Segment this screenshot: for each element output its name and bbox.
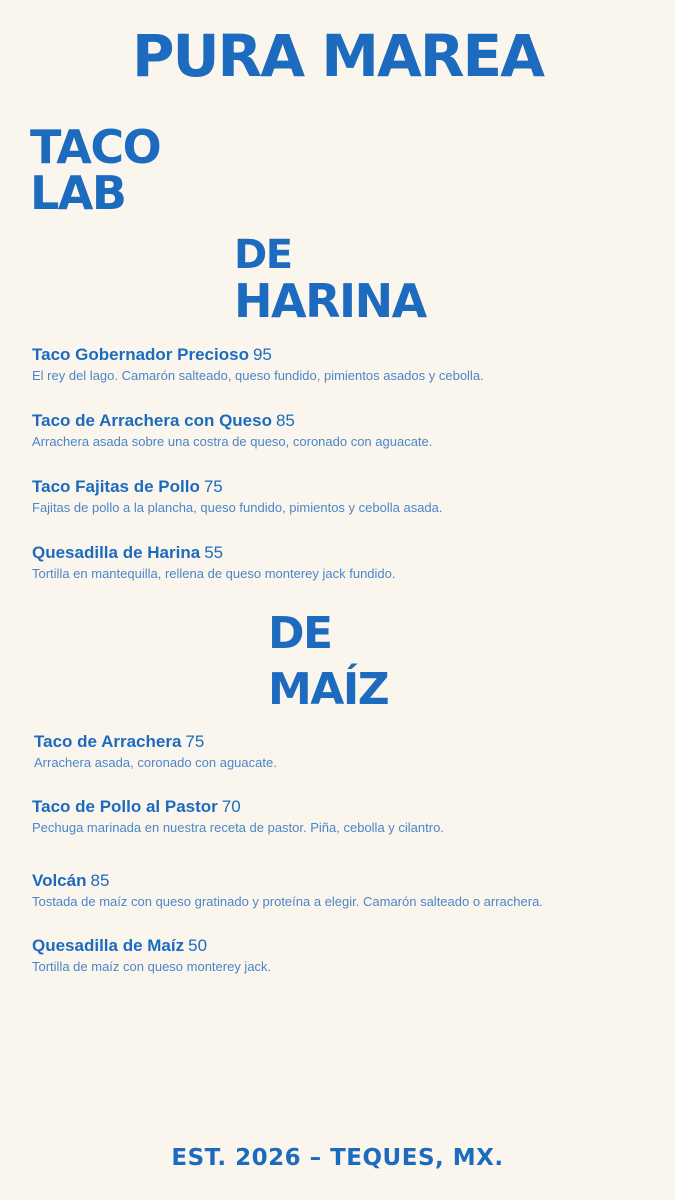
section-title-maiz <box>268 606 388 718</box>
menu-item <box>32 870 652 911</box>
item-description: El rey del lago. Camarón salteado, queso fundido, pimientos asados y cebolla. <box>32 368 484 383</box>
item-description: Pechuga marinada en nuestra receta de pastor. Piña, cebolla y cilantro. <box>32 820 444 835</box>
section-title-line: HARINA <box>234 274 426 328</box>
menu-item <box>32 542 652 583</box>
item-name: Quesadilla de Maíz <box>32 936 185 955</box>
item-name: Taco de Pollo al Pastor <box>32 797 218 816</box>
item-price: 85 <box>275 411 295 430</box>
section-title-taco-lab <box>30 120 161 220</box>
menu-item <box>32 476 652 517</box>
item-description: Fajitas de pollo a la plancha, queso fundido, pimientos y cebolla asada. <box>32 500 443 515</box>
menu-item <box>32 410 652 451</box>
menu-item <box>32 935 652 976</box>
section-title-line: TACO <box>30 120 161 174</box>
section-title-line: LAB <box>30 166 126 220</box>
section-title-harina <box>234 232 426 328</box>
item-description: Arrachera asada, coronado con aguacate. <box>34 755 277 770</box>
footer-tagline: EST. 2026 – TEQUES, MX. <box>171 1145 504 1171</box>
item-price: 50 <box>188 936 208 955</box>
item-name: Taco Fajitas de Pollo <box>32 477 200 496</box>
menu-item <box>34 731 654 772</box>
item-description: Arrachera asada sobre una costra de queso, coronado con aguacate. <box>32 434 433 449</box>
item-price: 75 <box>185 732 205 751</box>
section-title-line: DE <box>234 232 292 278</box>
item-description: Tortilla de maíz con queso monterey jack. <box>32 959 272 974</box>
item-price: 70 <box>221 797 241 816</box>
item-price: 95 <box>252 345 272 364</box>
item-price: 55 <box>204 543 224 562</box>
menu-item <box>32 796 652 837</box>
item-price: 85 <box>90 871 110 890</box>
menu-item <box>32 344 652 385</box>
item-name: Taco de Arrachera <box>34 732 182 751</box>
item-description: Tortilla en mantequilla, rellena de queso monterey jack fundido. <box>32 566 396 581</box>
brand-title: PURA MAREA <box>131 22 544 90</box>
item-name: Taco de Arrachera con Queso <box>32 411 272 430</box>
item-description: Tostada de maíz con queso gratinado y proteína a elegir. Camarón salteado o arrachera. <box>32 894 543 909</box>
section-title-line: DE <box>268 608 332 659</box>
item-name: Volcán <box>32 871 87 890</box>
section-title-line: MAÍZ <box>268 664 389 715</box>
item-name: Taco Gobernador Precioso <box>32 345 249 364</box>
item-name: Quesadilla de Harina <box>32 543 201 562</box>
item-price: 75 <box>203 477 223 496</box>
